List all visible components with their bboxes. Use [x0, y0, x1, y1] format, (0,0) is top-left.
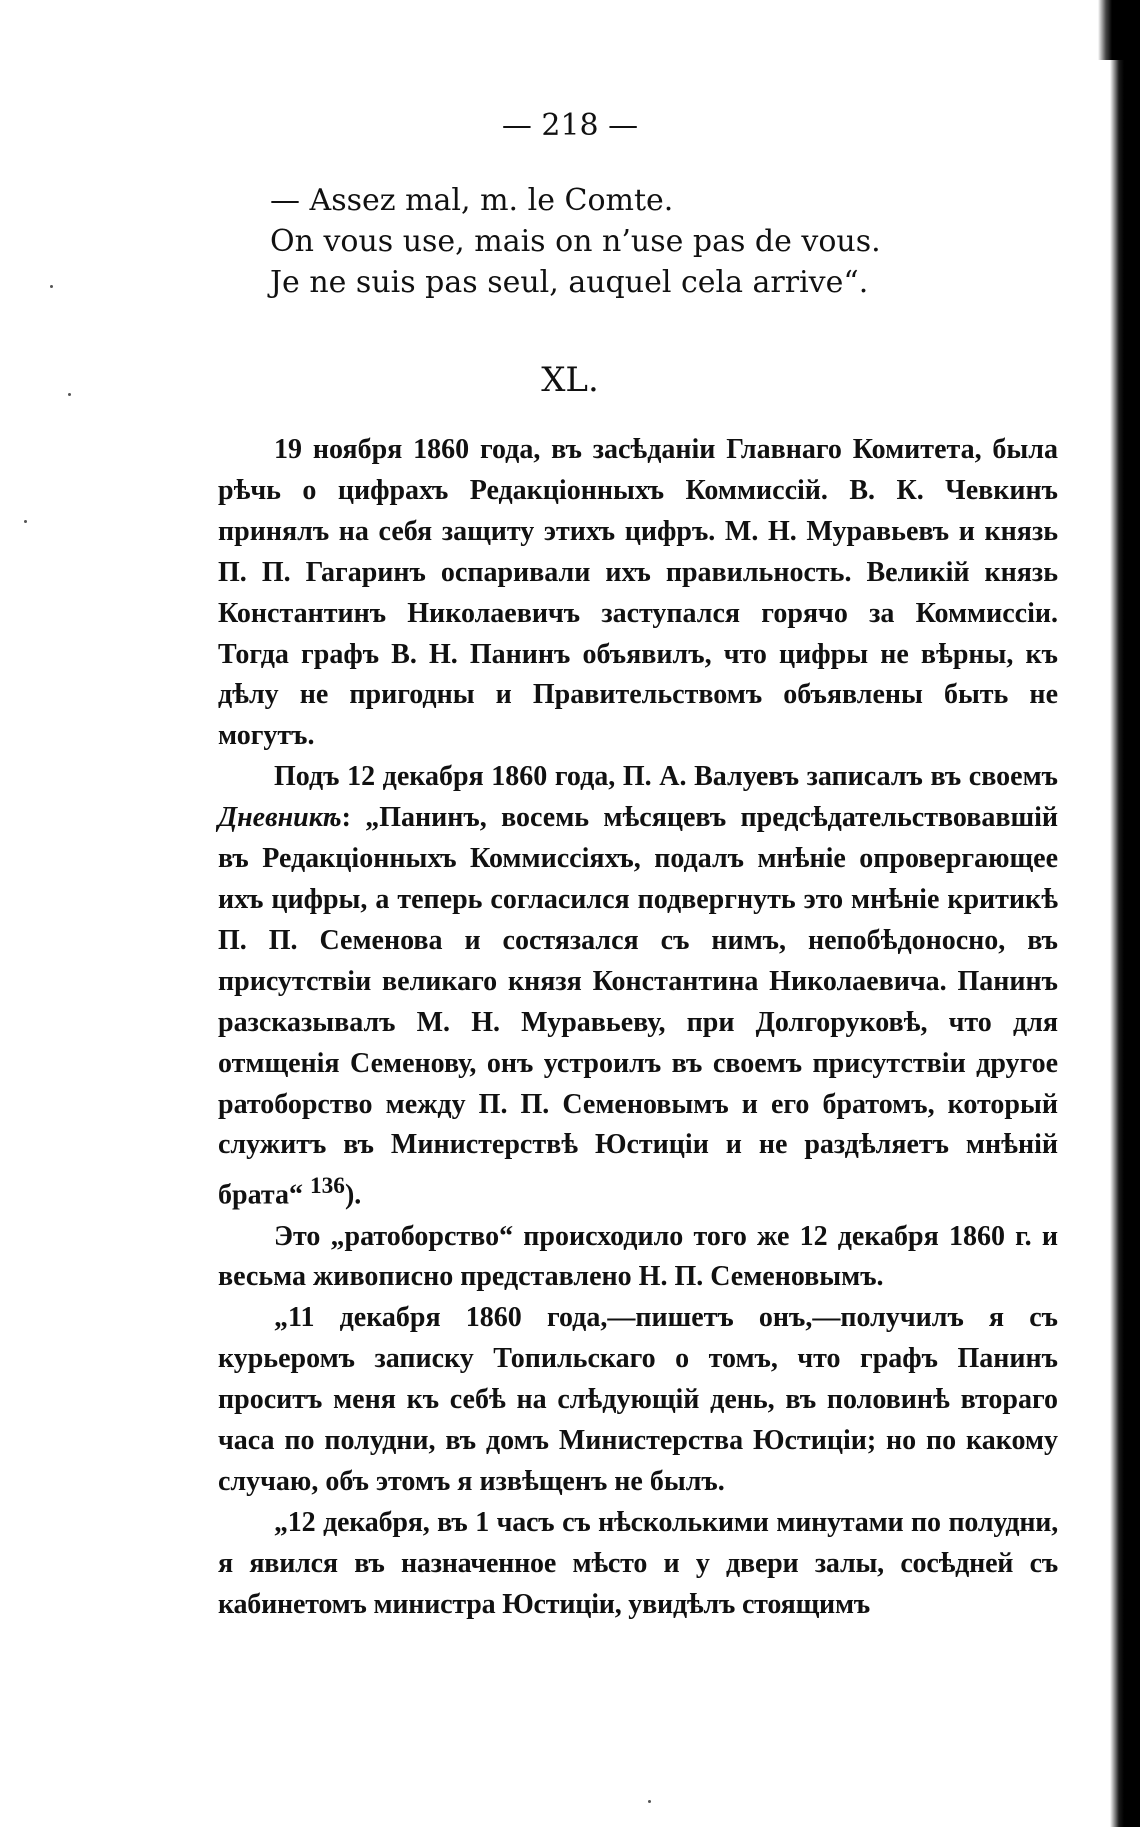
footnote-marker: 136	[309, 1173, 345, 1200]
chapter-title: XL.	[541, 360, 599, 400]
paragraph: 19 ноября 1860 года, въ засѣданіи Главнаго Комитета, была рѣчь о цифрахъ Редакціонныхъ Коммиссій. В. К. Чевкинъ принялъ на себя защиту этихъ цифръ. М. Н. Муравьевъ и князь П. П. Гагаринъ оспаривали ихъ правильность. Великій князь Константинъ Николаевичъ заступался горячо за Коммиссіи. Тогда графъ В. Н. Панинъ объявилъ, что цифры не вѣрны, къ дѣлу не пригодны и Правительствомъ объявлены быть не могутъ.	[218, 434, 1058, 752]
paragraph: „11 декабря 1860 года,—пишетъ онъ,—получилъ я съ курьеромъ записку Топильскаго о томъ, что графъ Панинъ проситъ меня къ себѣ на слѣдующій день, въ половинѣ втораго часа по полудни, въ домъ Министерства Юстиціи; но по какому случаю, объ этомъ я извѣщенъ не былъ.	[218, 1302, 1058, 1497]
verse-line: Je ne suis pas seul, auquel cela arrive“.	[270, 265, 869, 300]
paragraph-text: Подъ 12 декабря 1860 года, П. А. Валуевъ записалъ въ своемъ	[274, 761, 1058, 793]
emphasized-title: Дневникѣ	[218, 802, 342, 834]
print-speck	[24, 520, 27, 523]
paragraph-closing: ).	[344, 1179, 362, 1211]
page-edge-shadow-top	[1098, 0, 1140, 60]
paragraph-with-quote	[218, 757, 1058, 1216]
page-number: — 218 —	[501, 108, 639, 143]
paragraph: „12 декабря, въ 1 часъ съ нѣсколькими минутами по полудни, я явился въ назначенное мѣсто и у двери залы, сосѣдней съ кабинетомъ министра Юстиціи, увидѣлъ стоящимъ	[218, 1506, 1058, 1620]
paragraph-text: : „Панинъ, восемь мѣсяцевъ предсѣдательствовавшій въ Редакціонныхъ Коммиссіяхъ, подалъ мнѣніе опровергающее ихъ цифры, а теперь согласился подвергнуть это мнѣніе критикѣ П. П. Семенова и состязался съ нимъ, непобѣдоносно, въ присутствіи великаго князя Константина Николаевича. Панинъ разсказывалъ М. Н. Муравьеву, при Долгоруковѣ, что для отмщенія Семенову, онъ устроилъ въ своемъ присутствіи другое ратоборство между П. П. Семеновымъ и его братомъ, который служитъ въ Министерствѣ Юстиціи и не раздѣляетъ мнѣній брата“	[218, 802, 1058, 1211]
print-speck	[68, 393, 71, 396]
verse-line: — Assez mal, m. le Comte.	[270, 183, 674, 218]
french-verse	[270, 180, 881, 303]
print-speck	[50, 285, 53, 288]
page-edge-shadow	[1110, 0, 1140, 1827]
paragraph: Это „ратоборство“ происходило того же 12 декабря 1860 г. и весьма живописно представлено Н. П. Семеновымъ.	[218, 1220, 1058, 1293]
verse-line: On vous use, mais on n’use pas de vous.	[270, 224, 881, 259]
print-speck	[648, 1800, 651, 1803]
body-text	[218, 430, 1058, 1626]
